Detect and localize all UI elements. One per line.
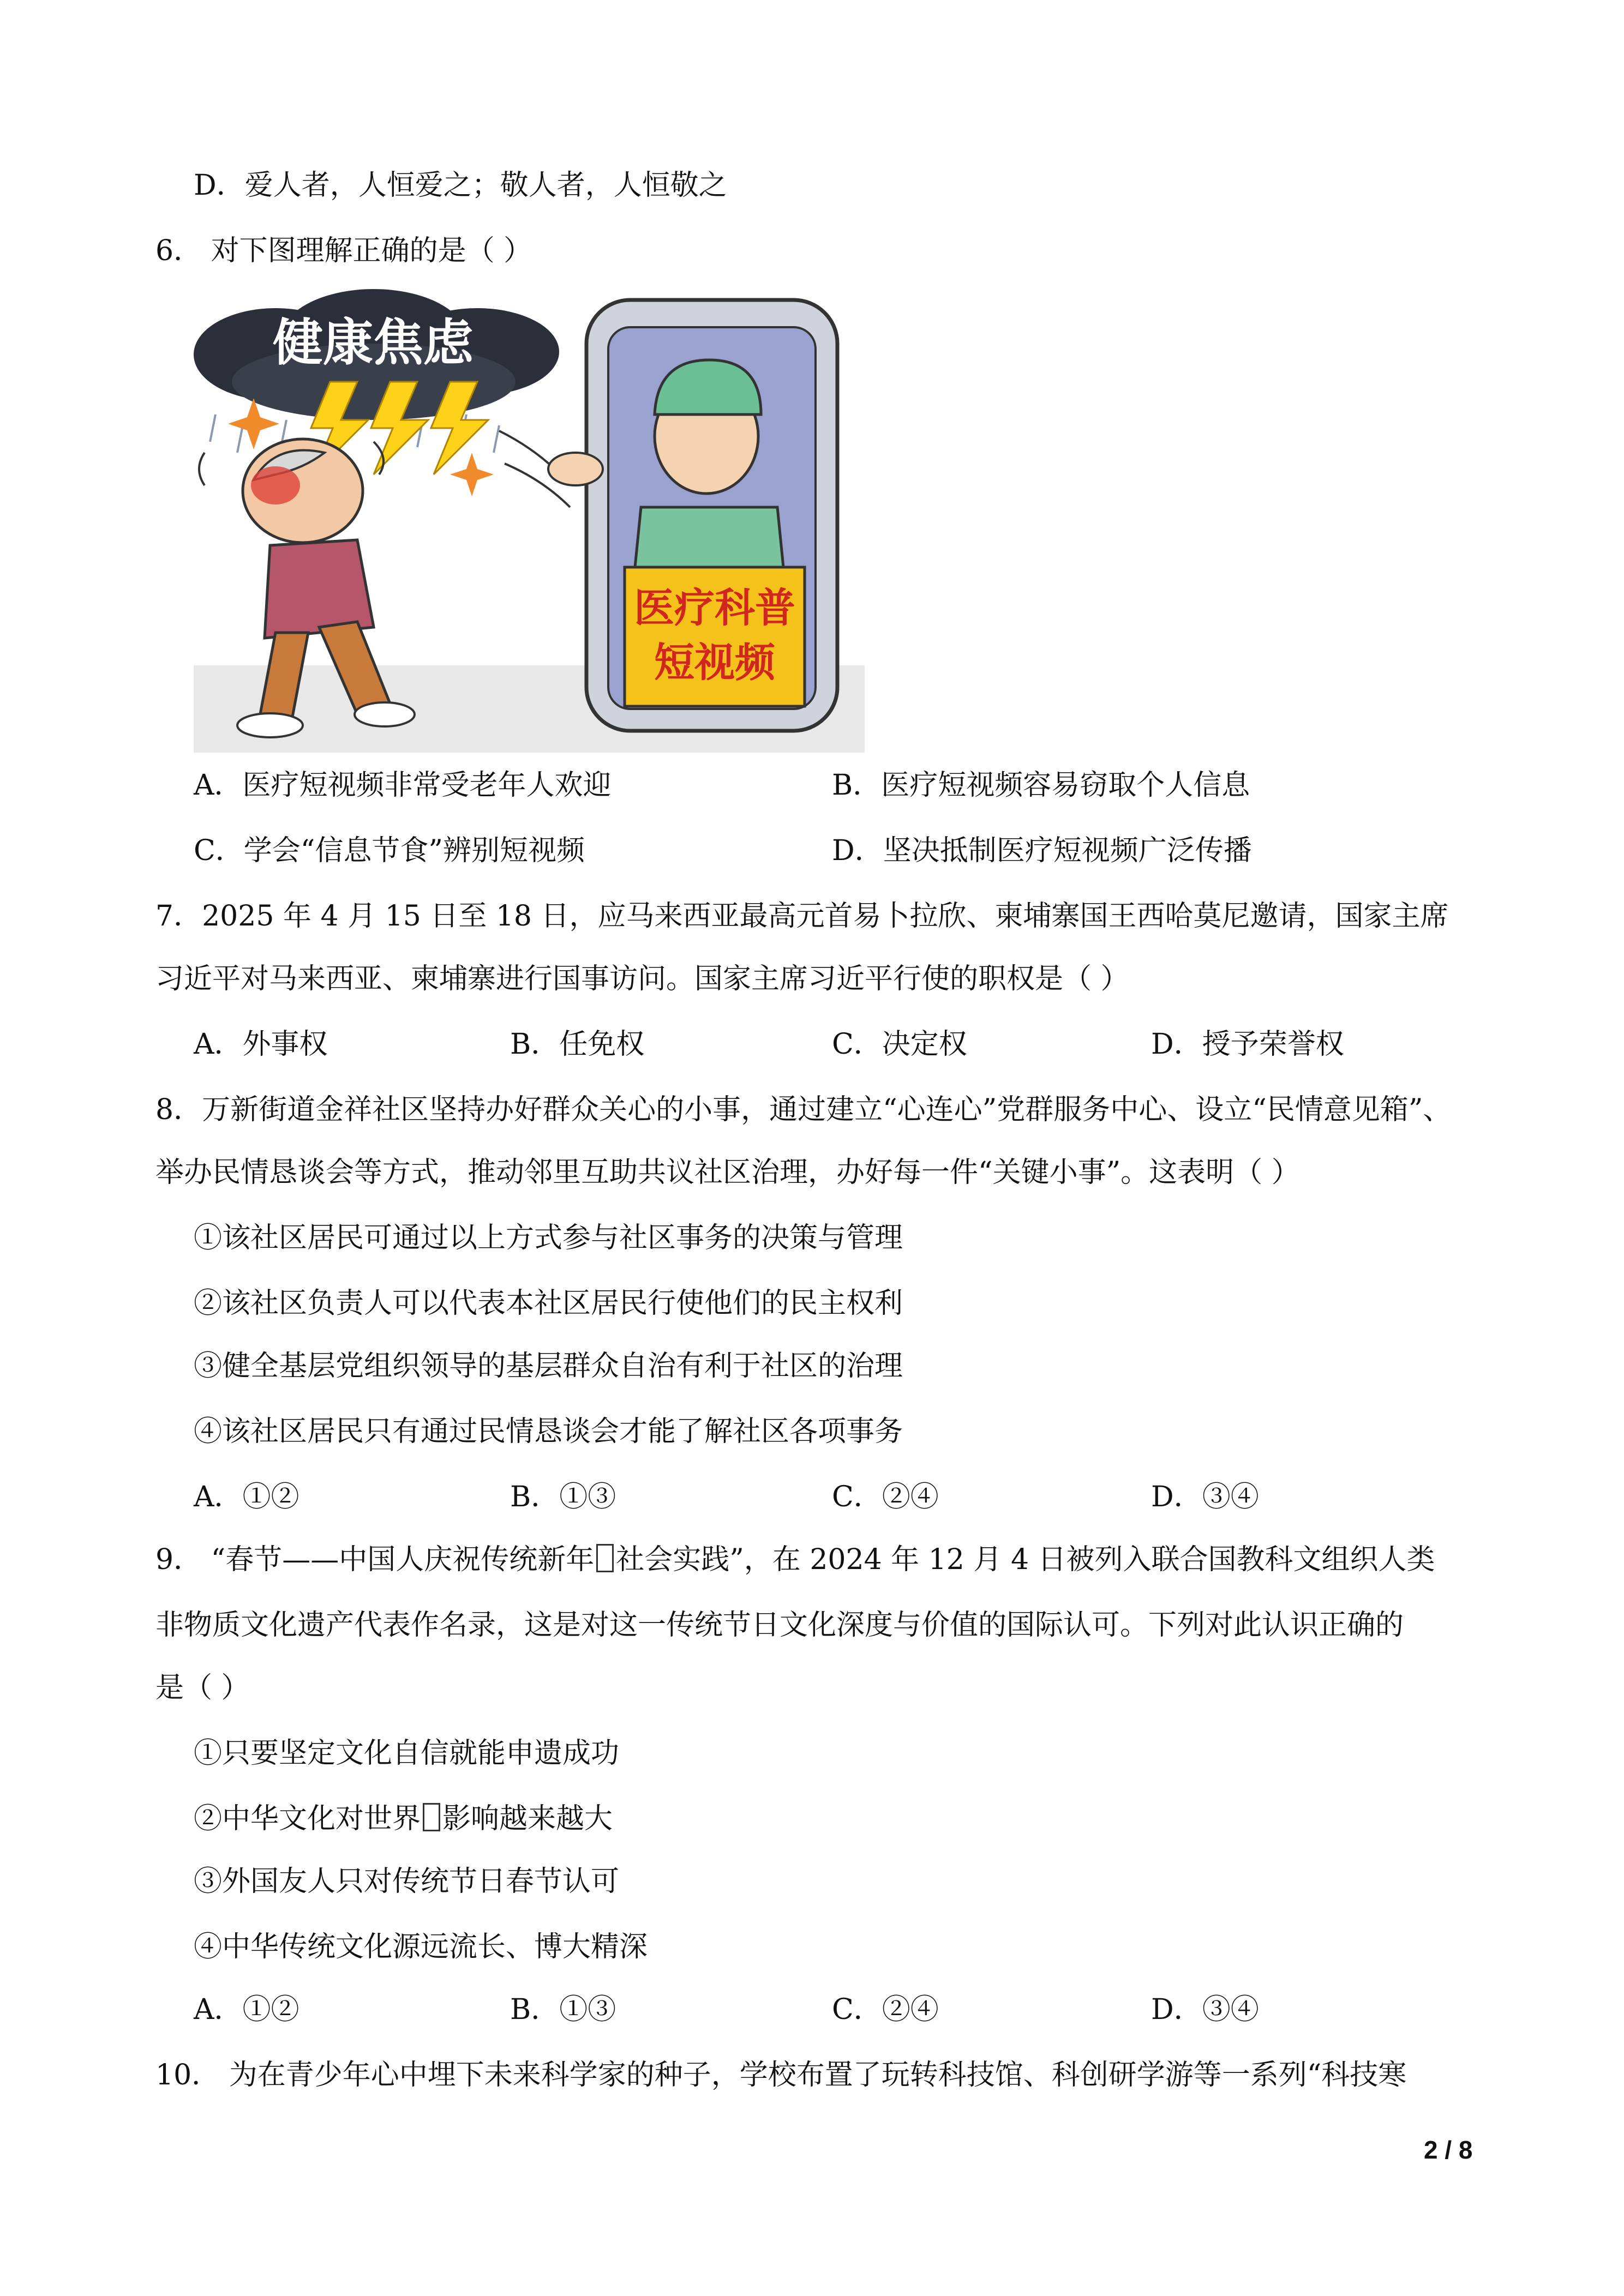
q8-item-3: ③健全基层党组织领导的基层群众自治有利于社区的治理	[194, 1350, 903, 1383]
q8-item-1: ①该社区居民可通过以上方式参与社区事务的决策与管理	[194, 1222, 903, 1254]
missing-glyph-box	[596, 1544, 614, 1572]
q6-stem: 6． 对下图理解正确的是（ ）	[155, 235, 532, 267]
q9-item-2-end: 影响越来越大	[442, 1802, 613, 1835]
q7-option-b: B．任免权	[510, 1028, 645, 1061]
q8-item-2: ②该社区负责人可以代表本社区居民行使他们的民主权利	[194, 1287, 903, 1320]
q7-stem-line1: 7．2025 年 4 月 15 日至 18 日，应马来西亚最高元首易卜拉欣、柬埔寨国王西哈莫尼邀请，国家主席	[155, 900, 1449, 933]
q9-item-1: ①只要坚定文化自信就能申遗成功	[194, 1737, 620, 1770]
q9-option-d: D．③④	[1151, 1993, 1259, 2026]
q8-stem-line1: 8．万新街道金祥社区坚持办好群众关心的小事，通过建立“心连心”党群服务中心、设立“民情意见箱”、	[155, 1093, 1452, 1126]
missing-glyph-box	[423, 1803, 440, 1831]
q6-option-d: D．坚决抵制医疗短视频广泛传播	[832, 834, 1252, 867]
q9-item-4: ④中华传统文化源远流长、博大精深	[194, 1931, 648, 1963]
phone-icon	[548, 300, 837, 731]
q6-option-c: C．学会“信息节食”辨别短视频	[194, 834, 585, 867]
page-number: 2 / 8	[1424, 2136, 1473, 2164]
q9-stem-line1	[155, 1541, 1435, 1579]
q7-option-a: A．外事权	[194, 1028, 328, 1061]
q9-item-2-start: ②中华文化对世界	[194, 1802, 421, 1835]
q8-option-c: C．②④	[832, 1481, 939, 1513]
q6-option-b: B．医疗短视频容易窃取个人信息	[832, 769, 1250, 802]
q7-option-d: D．授予荣誉权	[1151, 1028, 1344, 1061]
q9-option-c: C．②④	[832, 1993, 939, 2026]
q10-stem-line1: 10． 为在青少年心中埋下未来科学家的种子，学校布置了玩转科技馆、科创研学游等一系列“科技寒	[155, 2059, 1407, 2091]
q7-stem-line2: 习近平对马来西亚、柬埔寨进行国事访问。国家主席习近平行使的职权是（ ）	[155, 963, 1129, 995]
q9-option-a: A．①②	[194, 1993, 299, 2026]
q9-item-3: ③外国友人只对传统节日春节认可	[194, 1865, 620, 1898]
q8-option-a: A．①②	[194, 1481, 299, 1513]
q9-option-b: B．①③	[510, 1993, 616, 2026]
q9-stem-line3: 是（ ）	[155, 1672, 250, 1704]
q5-option-d: D．爱人者，人恒爱之；敬人者，人恒敬之	[194, 169, 727, 202]
q9-stem-line1-end: 社会实践”，在 2024 年 12 月 4 日被列入联合国教科文组织人类	[616, 1543, 1435, 1576]
q8-option-d: D．③④	[1151, 1481, 1259, 1513]
phone-sign-line2: 短视频	[654, 639, 775, 686]
q7-option-c: C．决定权	[832, 1028, 967, 1061]
q9-stem-line1-start: 9． “春节——中国人庆祝传统新年	[155, 1543, 595, 1576]
q9-stem-line2: 非物质文化遗产代表作名录，这是对这一传统节日文化深度与价值的国际认可。下列对此认识正确的	[155, 1609, 1404, 1642]
cloud-text: 健康焦虑	[273, 314, 474, 372]
q9-item-2	[194, 1800, 613, 1838]
q8-stem-line2: 举办民情恳谈会等方式，推动邻里互助共议社区治理，办好每一件“关键小事”。这表明（ ）	[155, 1156, 1300, 1189]
phone-sign-line1: 医疗科普	[634, 585, 795, 632]
q6-cartoon-image	[194, 289, 865, 753]
q8-option-b: B．①③	[510, 1481, 616, 1513]
q8-item-4: ④该社区居民只有通过民情恳谈会才能了解社区各项事务	[194, 1415, 903, 1448]
q6-option-a: A．医疗短视频非常受老年人欢迎	[194, 769, 612, 802]
